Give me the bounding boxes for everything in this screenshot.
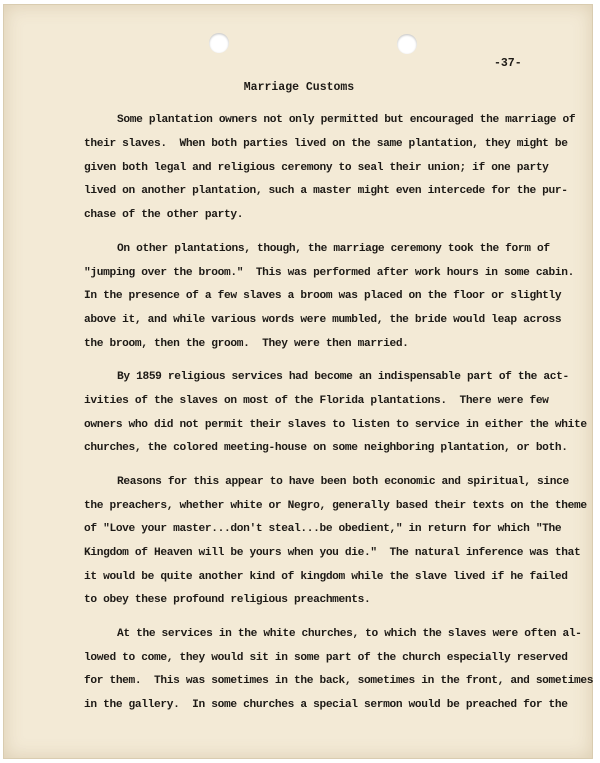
text-line: On other plantations, though, the marriage ceremony took the form of bbox=[117, 243, 550, 255]
text-line: Kingdom of Heaven will be yours when you die." The natural inference was that bbox=[84, 547, 581, 559]
text-line: lowed to come, they would sit in some part of the church especially reserved bbox=[84, 652, 568, 664]
text-line: to obey these profound religious preachments. bbox=[84, 594, 371, 606]
text-line: "jumping over the broom." This was performed after work hours in some cabin. bbox=[84, 267, 574, 279]
text-line: the preachers, whether white or Negro, generally based their texts on the theme bbox=[84, 500, 587, 512]
text-line: it would be quite another kind of kingdom while the slave lived if he failed bbox=[84, 571, 568, 583]
text-line: In the presence of a few slaves a broom was placed on the floor or slightly bbox=[84, 290, 562, 302]
text-line: Some plantation owners not only permitted but encouraged the marriage of bbox=[117, 114, 576, 126]
text-line: in the gallery. In some churches a special sermon would be preached for the bbox=[84, 699, 568, 711]
text-line: of "Love your master...don't steal...be obedient," in return for which "The bbox=[84, 523, 562, 535]
text-line: churches, the colored meeting-house on some neighboring plantation, or both. bbox=[84, 442, 568, 454]
text-line: By 1859 religious services had become an indispensable part of the act- bbox=[117, 371, 569, 383]
text-line: chase of the other party. bbox=[84, 209, 244, 221]
text-line: owners who did not permit their slaves to listen to service in either the white bbox=[84, 419, 587, 431]
text-line: given both legal and religious ceremony to seal their union; if one party bbox=[84, 162, 549, 174]
text-line: for them. This was sometimes in the back, sometimes in the front, and sometimes bbox=[84, 675, 594, 687]
text-line: above it, and while various words were mumbled, the bride would leap across bbox=[84, 314, 562, 326]
text-line: lived on another plantation, such a master might even intercede for the pur- bbox=[84, 185, 568, 197]
punch-hole-left bbox=[209, 33, 229, 53]
text-line: Reasons for this appear to have been both economic and spiritual, since bbox=[117, 476, 569, 488]
typewritten-page bbox=[3, 4, 593, 759]
page-title: Marriage Customs bbox=[243, 81, 355, 94]
punch-hole-right bbox=[397, 34, 417, 54]
text-line: At the services in the white churches, to which the slaves were often al- bbox=[117, 628, 582, 640]
text-line: the broom, then the groom. They were then married. bbox=[84, 338, 409, 350]
text-line: ivities of the slaves on most of the Florida plantations. There were few bbox=[84, 395, 549, 407]
text-line: their slaves. When both parties lived on the same plantation, they might be bbox=[84, 138, 568, 150]
page-number: -37- bbox=[494, 57, 522, 70]
